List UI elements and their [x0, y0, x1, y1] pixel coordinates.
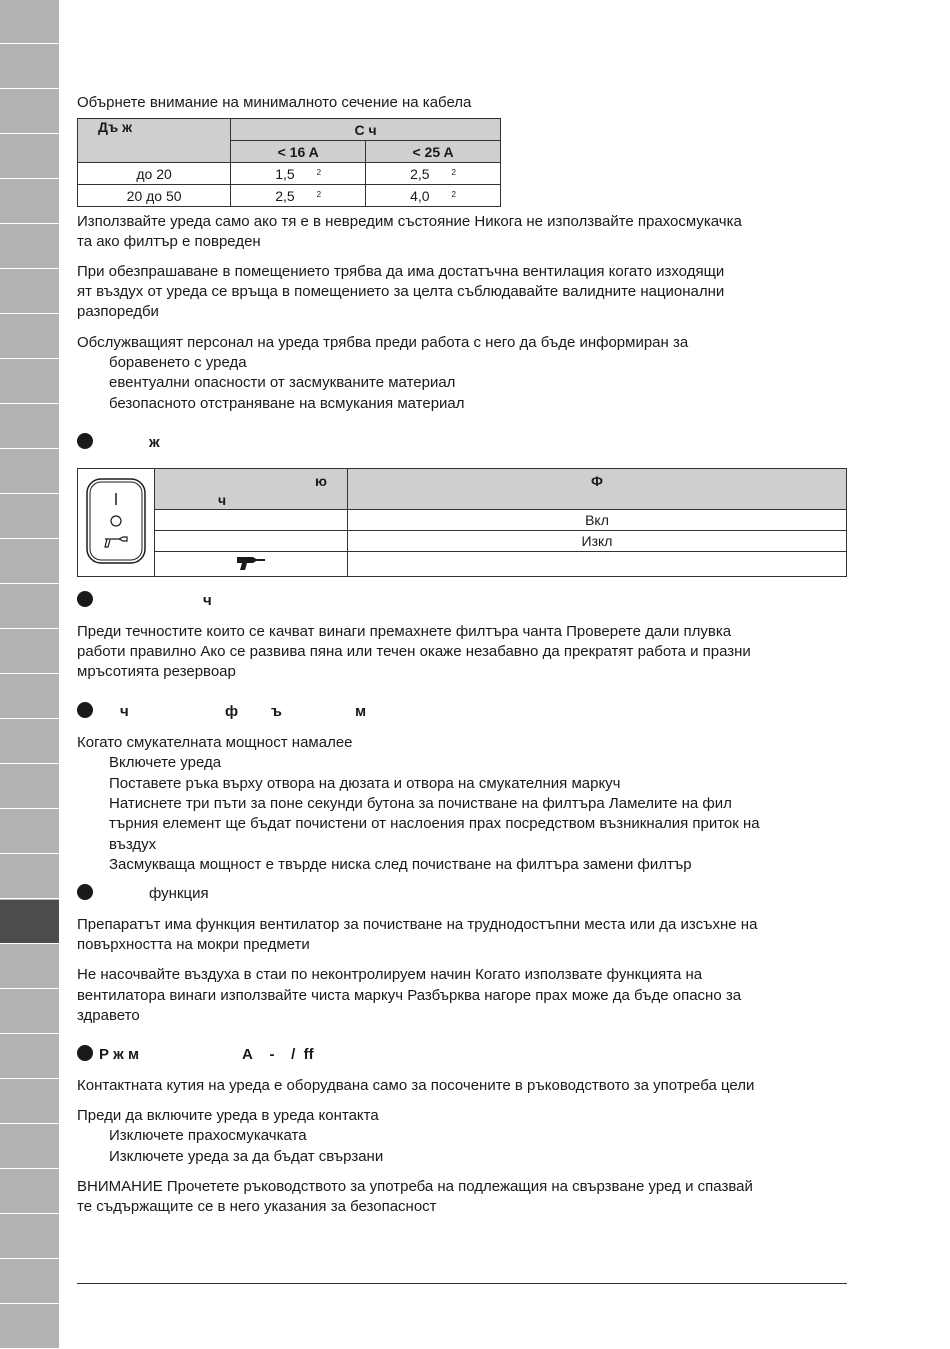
cable-len-cell: 20 до 50	[78, 185, 231, 207]
side-tab	[0, 855, 59, 899]
section-bullet-icon	[77, 433, 93, 449]
section-heading-wet: ч	[77, 592, 212, 612]
section-heading-switch: ж	[77, 434, 160, 454]
para-line: мръсотията резервоар	[77, 663, 236, 680]
para-line: разпоредби	[77, 303, 159, 320]
cable-table	[77, 118, 501, 207]
side-tab	[0, 225, 59, 269]
para-line: Преди течностите които се качват винаги премахнете филтъра чанта Проверете дали плувка	[77, 623, 732, 640]
side-tab	[0, 1170, 59, 1214]
list-item: търния елемент ще бъдат почистени от наслоения прах посредством възникналия приток на	[109, 815, 760, 832]
side-tab	[0, 1215, 59, 1259]
list-item: боравенето с уреда	[109, 354, 247, 371]
side-tab	[0, 990, 59, 1034]
switch-table	[77, 468, 847, 577]
side-tab	[0, 1125, 59, 1169]
para-line: Препаратът има функция вентилатор за почистване на труднодостъпни места или да изсъхне на	[77, 916, 758, 933]
para-line: Обслужващият персонал на уреда трябва преди работа с него да бъде информиран за	[77, 334, 689, 351]
side-tab	[0, 1035, 59, 1079]
para-line: работи правилно Ако се развива пяна или течен окаже незабавно да прекратят работа и празни	[77, 643, 751, 660]
side-tab	[0, 0, 59, 44]
cable-25a-cell: 2,5 $^2$	[366, 163, 501, 185]
switch-function-cell	[348, 552, 847, 577]
warning-line: те съдържащите се в него указания за безопасност	[77, 1198, 437, 1215]
table-row	[78, 510, 847, 531]
cable-16a-cell: 2,5 $^2$	[231, 185, 366, 207]
table-row	[78, 185, 501, 207]
para-line: здравето	[77, 1007, 140, 1024]
para-line: Контактната кутия на уреда е оборудвана само за посочените в ръководството за употреба цели	[77, 1077, 755, 1094]
side-tab	[0, 360, 59, 404]
section-bullet-icon	[77, 1045, 93, 1061]
side-tab	[0, 720, 59, 764]
switch-function-cell: Изкл	[348, 531, 847, 552]
list-item: Включете уреда	[109, 754, 222, 771]
side-tab	[0, 540, 59, 584]
para-line: повърхността на мокри предмети	[77, 936, 310, 953]
cable-sub-25a: < 25 A	[366, 141, 501, 163]
cable-sub-16a: < 16 A	[231, 141, 366, 163]
cable-len-cell: до 20	[78, 163, 231, 185]
para-line: Преди да включите уреда в уреда контакта	[77, 1107, 379, 1124]
switch-function-cell: Вкл	[348, 510, 847, 531]
side-tab	[0, 315, 59, 359]
section-heading-blower: функция	[77, 885, 209, 905]
footer-rule	[77, 1283, 847, 1284]
side-tab	[0, 135, 59, 179]
section-bullet-icon	[77, 702, 93, 718]
switch-function-header: Ф	[348, 469, 847, 510]
side-tab	[0, 495, 59, 539]
list-item: въздух	[109, 836, 157, 853]
side-tab	[0, 675, 59, 719]
switch-knob-cell	[78, 469, 155, 577]
cable-intro: Обърнете внимание на минималното сечение на кабела	[77, 94, 472, 111]
side-tab-strip	[0, 0, 59, 1348]
table-row	[78, 163, 501, 185]
section-bullet-icon	[77, 591, 93, 607]
switch-position-header: ю ч	[155, 469, 348, 510]
para-line: та ако филтър е повреден	[77, 233, 261, 250]
switch-symbol-cell	[155, 552, 348, 577]
section-heading-auto: Р ж м А - / ff	[77, 1046, 852, 1066]
cable-25a-cell: 4,0 $^2$	[366, 185, 501, 207]
list-item: Натиснете три пъти за поне секунди бутона за почистване на филтъра Ламелите на фил	[109, 795, 732, 812]
section-bullet-icon	[77, 884, 93, 900]
table-row	[78, 531, 847, 552]
side-tab	[0, 90, 59, 134]
para-line: Използвайте уреда само ако тя е в невредим състояние Никога не използвайте прахосмукачка	[77, 213, 742, 230]
side-tab	[0, 630, 59, 674]
side-tab	[0, 270, 59, 314]
side-tab	[0, 945, 59, 989]
switch-symbol-cell	[155, 510, 348, 531]
list-item: безопасното отстраняване на всмукания материал	[109, 395, 465, 412]
side-tab	[0, 180, 59, 224]
side-tab	[0, 900, 59, 944]
para-line: Не насочвайте въздуха в стаи по неконтролируем начин Когато използвате функцията на	[77, 966, 703, 983]
side-tab	[0, 45, 59, 89]
switch-symbol-cell	[155, 531, 348, 552]
list-item: Засмукваща мощност е твърде ниска след почистване на филтъра замени филтър	[109, 856, 692, 873]
table-row	[78, 552, 847, 577]
para-line: Когато смукателната мощност намалее	[77, 734, 353, 751]
cable-16a-cell: 1,5 $^2$	[231, 163, 366, 185]
power-tool-icon	[235, 554, 267, 572]
side-tab	[0, 405, 59, 449]
rotary-switch-icon	[85, 477, 147, 565]
para-line: вентилатора винаги използвайте чиста маркуч Разбърква нагоре прах може да бъде опасно за	[77, 987, 742, 1004]
list-item: евентуални опасности от засмукваните материал	[109, 374, 456, 391]
warning-line: ВНИМАНИЕ Прочетете ръководството за употреба на подлежащия на свързване уред и спазвай	[77, 1178, 753, 1195]
list-item: Изключете прахосмукачката	[109, 1127, 307, 1144]
side-tab	[0, 1080, 59, 1124]
side-tab	[0, 585, 59, 629]
cable-section-header: С ч	[231, 119, 501, 141]
side-tab	[0, 765, 59, 809]
side-tab	[0, 450, 59, 494]
side-tab	[0, 810, 59, 854]
side-tab	[0, 1305, 59, 1349]
cable-length-header: Дъ ж	[78, 119, 231, 163]
side-tab	[0, 1260, 59, 1304]
para-line: При обезпрашаване в помещението трябва да има достатъчна вентилация когато изходящи	[77, 263, 725, 280]
section-heading-filter: ч ф ъ м	[77, 703, 852, 723]
list-item: Изключете уреда за да бъдат свързани	[109, 1148, 384, 1165]
para-line: ят въздух от уреда се връща в помещението за целта съблюдавайте валидните национални	[77, 283, 725, 300]
list-item: Поставете ръка върху отвора на дюзата и отвора на смукателния маркуч	[109, 775, 621, 792]
